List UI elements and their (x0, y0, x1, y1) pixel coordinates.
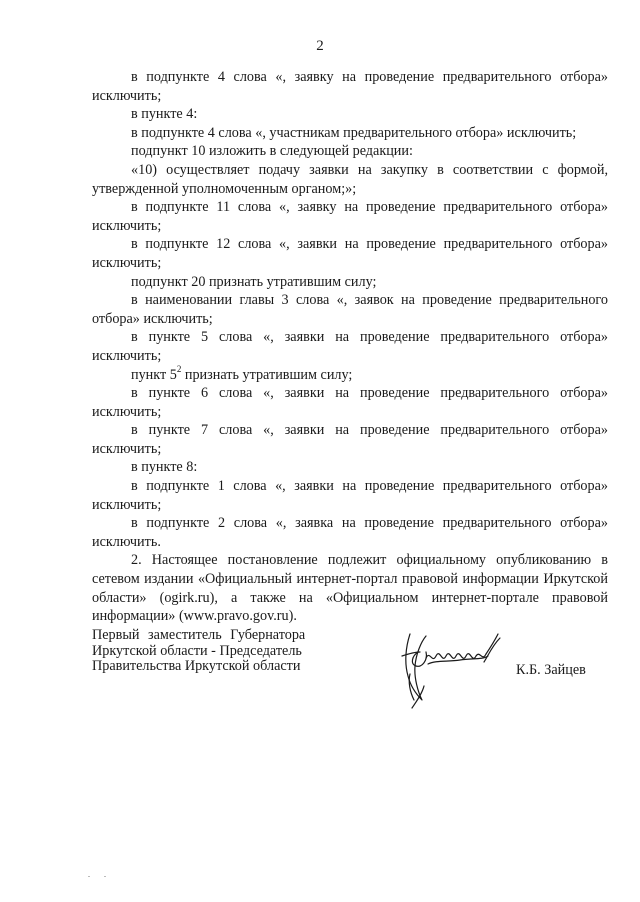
paragraph: в подпункте 4 слова «, заявку на проведение предварительного отбора» исключить; (92, 69, 608, 104)
paragraph: «10) осуществляет подачу заявки на закупку в соответствии с формой, утвержденной уполномоченным органом;»; (92, 161, 608, 197)
signatory-title (92, 628, 305, 675)
paragraph: в пункте 6 слова «, заявки на проведение предварительного отбора» исключить; (92, 385, 608, 420)
scan-speck (104, 876, 106, 877)
paragraph: в пункте 8: (131, 459, 198, 476)
paragraph: в подпункте 4 слова «, участникам предварительного отбора» исключить; (131, 124, 577, 141)
paragraph: подпункт 20 признать утратившим силу; (131, 273, 377, 290)
paragraph: в наименовании главы 3 слова «, заявок на проведение предварительного отбора» исключить; (92, 292, 608, 327)
superscript: 2 (176, 363, 182, 374)
paragraph-text: пункт 5 (131, 366, 177, 383)
signatory-line: Первый заместитель Губернатора (92, 627, 306, 643)
paragraph: подпункт 10 изложить в следующей редакции: (131, 143, 413, 160)
paragraph: в подпункте 12 слова «, заявки на проведение предварительного отбора» исключить; (92, 236, 608, 271)
paragraph: в пункте 4: (131, 106, 198, 123)
paragraph: 2. Настоящее постановление подлежит официальному опубликованию в сетевом издании «Официальный интернет-портал правовой информации Иркутской области» (ogirk.ru), а также на «Официальном интернет-портале правовой информации» (www.pravo.gov.ru). (92, 552, 608, 625)
paragraph: в подпункте 1 слова «, заявки на проведение предварительного отбора» исключить; (92, 478, 608, 513)
signatory-name: К.Б. Зайцев (516, 662, 586, 678)
paragraph: в пункте 7 слова «, заявки на проведение предварительного отбора» исключить; (92, 422, 608, 457)
page-number: 2 (316, 38, 324, 54)
signatory-line: Правительства Иркутской области (92, 658, 301, 674)
scan-speck (88, 876, 90, 877)
paragraph: в подпункте 2 слова «, заявка на проведение предварительного отбора» исключить. (92, 515, 608, 550)
handwritten-signature (388, 622, 508, 712)
document-body (92, 68, 608, 626)
paragraph-text: признать утратившим силу; (181, 366, 353, 383)
paragraph (92, 363, 608, 385)
paragraph: в пункте 5 слова «, заявки на проведение предварительного отбора» исключить; (92, 329, 608, 364)
signatory-line: Иркутской области - Председатель (92, 642, 302, 659)
paragraph: в подпункте 11 слова «, заявку на проведение предварительного отбора» исключить; (92, 199, 608, 234)
